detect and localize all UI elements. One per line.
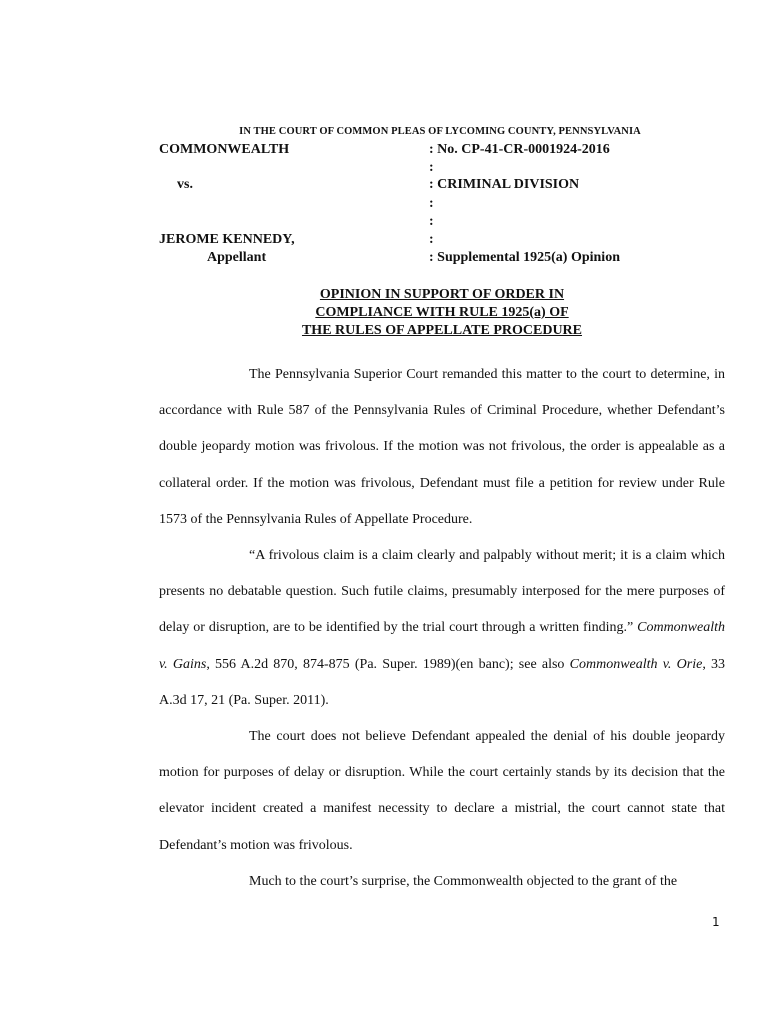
case-name: Commonwealth v. Gains bbox=[159, 620, 726, 672]
paragraph bbox=[159, 538, 725, 719]
opinion-title-line: OPINION IN SUPPORT OF ORDER IN bbox=[319, 287, 565, 302]
opinion-title bbox=[160, 286, 724, 340]
caption-colon: : bbox=[429, 160, 434, 175]
plaintiff-name: COMMONWEALTH bbox=[159, 142, 290, 157]
defendant-role: Appellant bbox=[207, 250, 267, 265]
caption-colon: : bbox=[429, 214, 434, 229]
paragraph: Much to the court’s surprise, the Commonwealth objected to the grant of the bbox=[249, 873, 678, 889]
page-number: 1 bbox=[712, 915, 720, 929]
quote-text: “A frivolous claim is a claim clearly and palpably without merit; it is a claim which presents no debatable question. Such futile claims, presumably interposed for the mere purposes of delay or disruption, are to be identified by the trial court through a written finding.” bbox=[159, 548, 725, 636]
caption-colon: : bbox=[429, 232, 434, 247]
citation: , 556 A.2d 870, 874-875 (Pa. Super. 1989)(en banc); see also bbox=[206, 656, 565, 672]
citation: , 33 A.3d 17, 21 (Pa. Super. 2011). bbox=[159, 656, 726, 708]
paragraph: The Pennsylvania Superior Court remanded this matter to the court to determine, in accordance with Rule 587 of the Pennsylvania Rules of Criminal Procedure, whether Defendant’s double jeopardy motion was frivolous. If the motion was not frivolous, the order is appealable as a collateral order. If the motion was frivolous, Defendant must file a petition for review under Rule 1573 of the Pennsylvania Rules of Appellate Procedure. bbox=[159, 367, 725, 527]
court-header: IN THE COURT OF COMMON PLEAS OF LYCOMING COUNTY, PENNSYLVANIA bbox=[239, 126, 641, 137]
division-label: : CRIMINAL DIVISION bbox=[429, 177, 580, 192]
paragraph: The court does not believe Defendant appealed the denial of his double jeopardy motion for purposes of delay or disruption. While the court certainly stands by its decision that the elevator incident created a manifest necessity to declare a mistrial, the court cannot state that Defendant’s motion was frivolous. bbox=[159, 729, 725, 853]
case-number: : No. CP-41-CR-0001924-2016 bbox=[429, 142, 610, 157]
opinion-title-line: COMPLIANCE WITH RULE 1925(a) OF bbox=[315, 305, 569, 320]
opinion-title-line: THE RULES OF APPELLATE PROCEDURE bbox=[301, 323, 583, 338]
case-name: Commonwealth v. Orie bbox=[569, 656, 703, 672]
caption-colon: : bbox=[429, 196, 434, 211]
opinion-type: : Supplemental 1925(a) Opinion bbox=[429, 250, 620, 265]
defendant-name: JEROME KENNEDY, bbox=[159, 232, 295, 247]
versus-label: vs. bbox=[177, 177, 193, 192]
opinion-body bbox=[159, 357, 725, 900]
